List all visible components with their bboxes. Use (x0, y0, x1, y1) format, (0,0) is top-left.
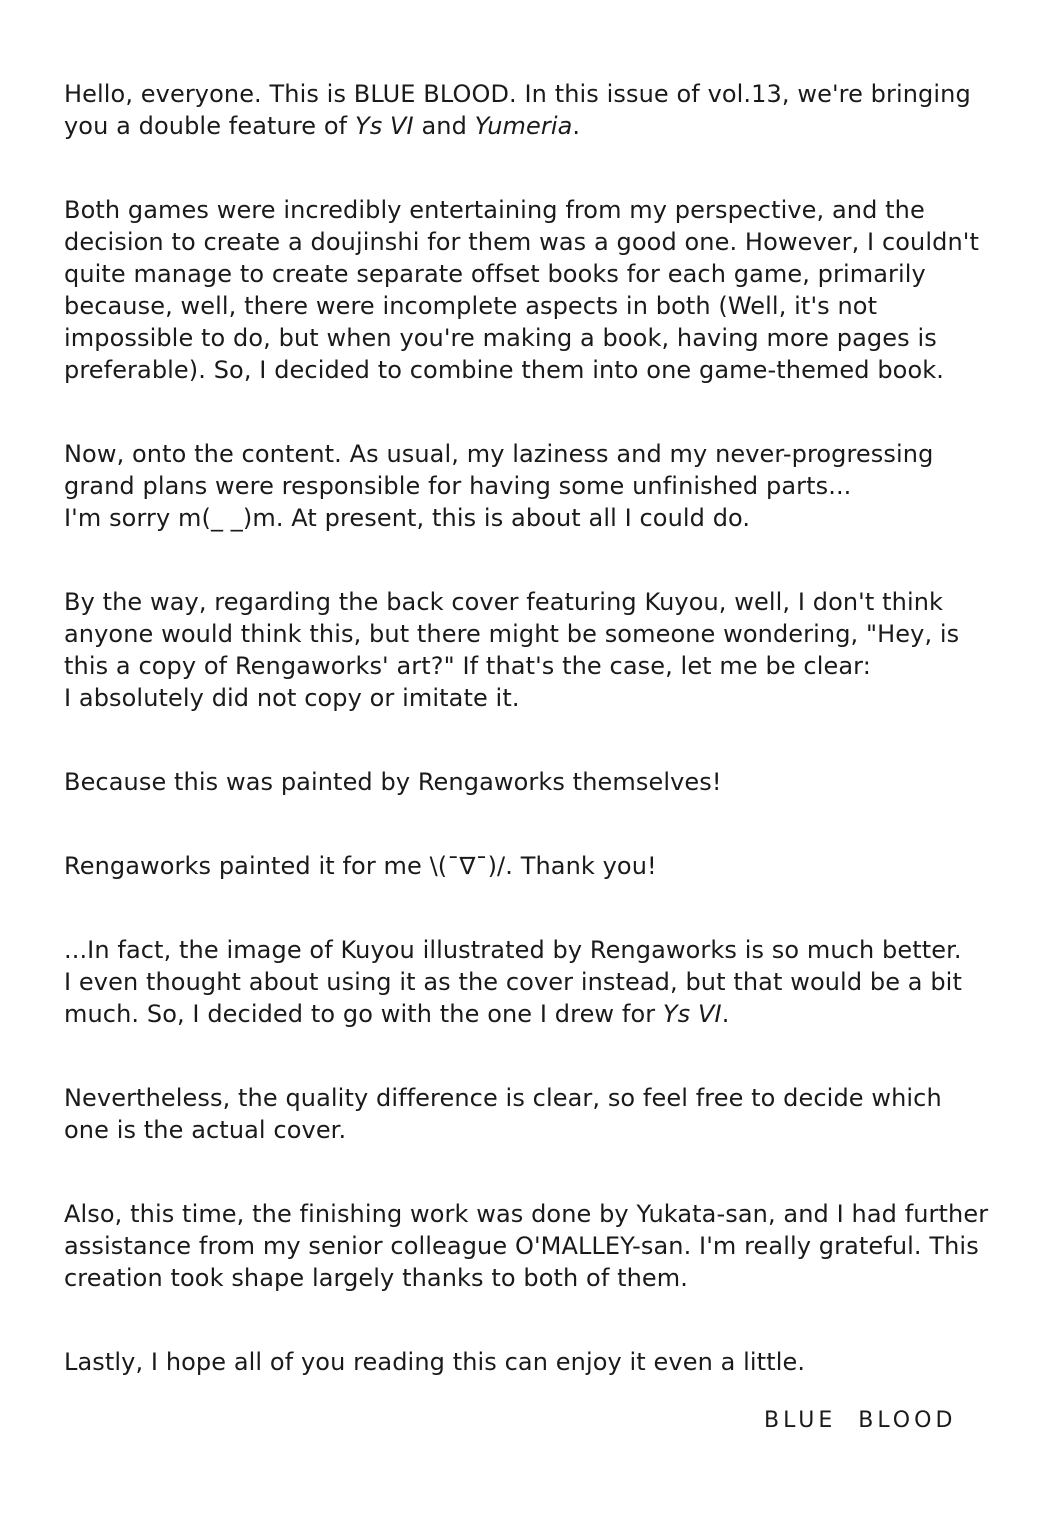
paragraph-back-cover (64, 586, 1004, 714)
game-title: Ys VI (354, 112, 414, 140)
paragraph-line: Also, this time, the finishing work was done by Yukata-san, and I had further (64, 1200, 989, 1228)
paragraph-line: Because this was painted by Rengaworks themselves! (64, 768, 722, 796)
paragraph-line: Rengaworks painted it for me \(¯∇¯)/. Thank you! (64, 852, 657, 880)
paragraph-line (64, 998, 1004, 1030)
paragraph-line: Lastly, I hope all of you reading this can enjoy it even a little. (64, 1348, 806, 1376)
paragraph-line: because, well, there were incomplete aspects in both (Well, it's not (64, 292, 878, 320)
paragraph-line: anyone would think this, but there might be someone wondering, "Hey, is (64, 620, 960, 648)
paragraph-line: quite manage to create separate offset books for each game, primarily (64, 260, 926, 288)
paragraph-closing (64, 1346, 1004, 1378)
paragraph-line: By the way, regarding the back cover featuring Kuyou, well, I don't think (64, 588, 944, 616)
paragraph-in-fact (64, 934, 1004, 1030)
paragraph-line: impossible to do, but when you're making a book, having more pages is (64, 324, 937, 352)
paragraph-line: ...In fact, the image of Kuyou illustrated by Rengaworks is so much better. (64, 936, 962, 964)
paragraph-line: Nevertheless, the quality difference is clear, so feel free to decide which (64, 1084, 942, 1112)
paragraph-line: one is the actual cover. (64, 1116, 347, 1144)
paragraph-line: grand plans were responsible for having some unfinished parts... (64, 472, 852, 500)
paragraph-both-games (64, 194, 1004, 386)
author-signature: BLUE BLOOD (764, 1408, 957, 1433)
paragraph-line (64, 110, 1004, 142)
text-run: you a double feature of (64, 112, 355, 140)
text-run: and (413, 112, 475, 140)
paragraph-acknowledgements (64, 1198, 1004, 1294)
text-run: . (721, 1000, 730, 1028)
paragraph-line: decision to create a doujinshi for them was a good one. However, I couldn't (64, 228, 979, 256)
paragraph-line: I absolutely did not copy or imitate it. (64, 684, 520, 712)
paragraph-line: assistance from my senior colleague O'MALLEY-san. I'm really grateful. This (64, 1232, 979, 1260)
paragraph-content (64, 438, 1004, 534)
paragraph-line: I even thought about using it as the cover instead, but that would be a bit (64, 968, 962, 996)
paragraph-painted-by (64, 766, 1004, 798)
paragraph-line: preferable). So, I decided to combine them into one game-themed book. (64, 356, 944, 384)
game-title: Ys VI (662, 1000, 722, 1028)
paragraph-thank-you (64, 850, 1004, 882)
paragraph-line: this a copy of Rengaworks' art?" If that's the case, let me be clear: (64, 652, 871, 680)
paragraph-line: Now, onto the content. As usual, my laziness and my never-progressing (64, 440, 934, 468)
paragraph-line: Hello, everyone. This is BLUE BLOOD. In this issue of vol.13, we're bringing (64, 80, 971, 108)
paragraph-nevertheless (64, 1082, 1004, 1146)
paragraph-line: Both games were incredibly entertaining from my perspective, and the (64, 196, 925, 224)
paragraph-line: creation took shape largely thanks to both of them. (64, 1264, 689, 1292)
paragraph-line: I'm sorry m(_ _)m. At present, this is about all I could do. (64, 504, 751, 532)
paragraph-intro (64, 78, 1004, 142)
text-run: . (572, 112, 581, 140)
text-run: much. So, I decided to go with the one I drew for (64, 1000, 663, 1028)
game-title: Yumeria (474, 112, 573, 140)
